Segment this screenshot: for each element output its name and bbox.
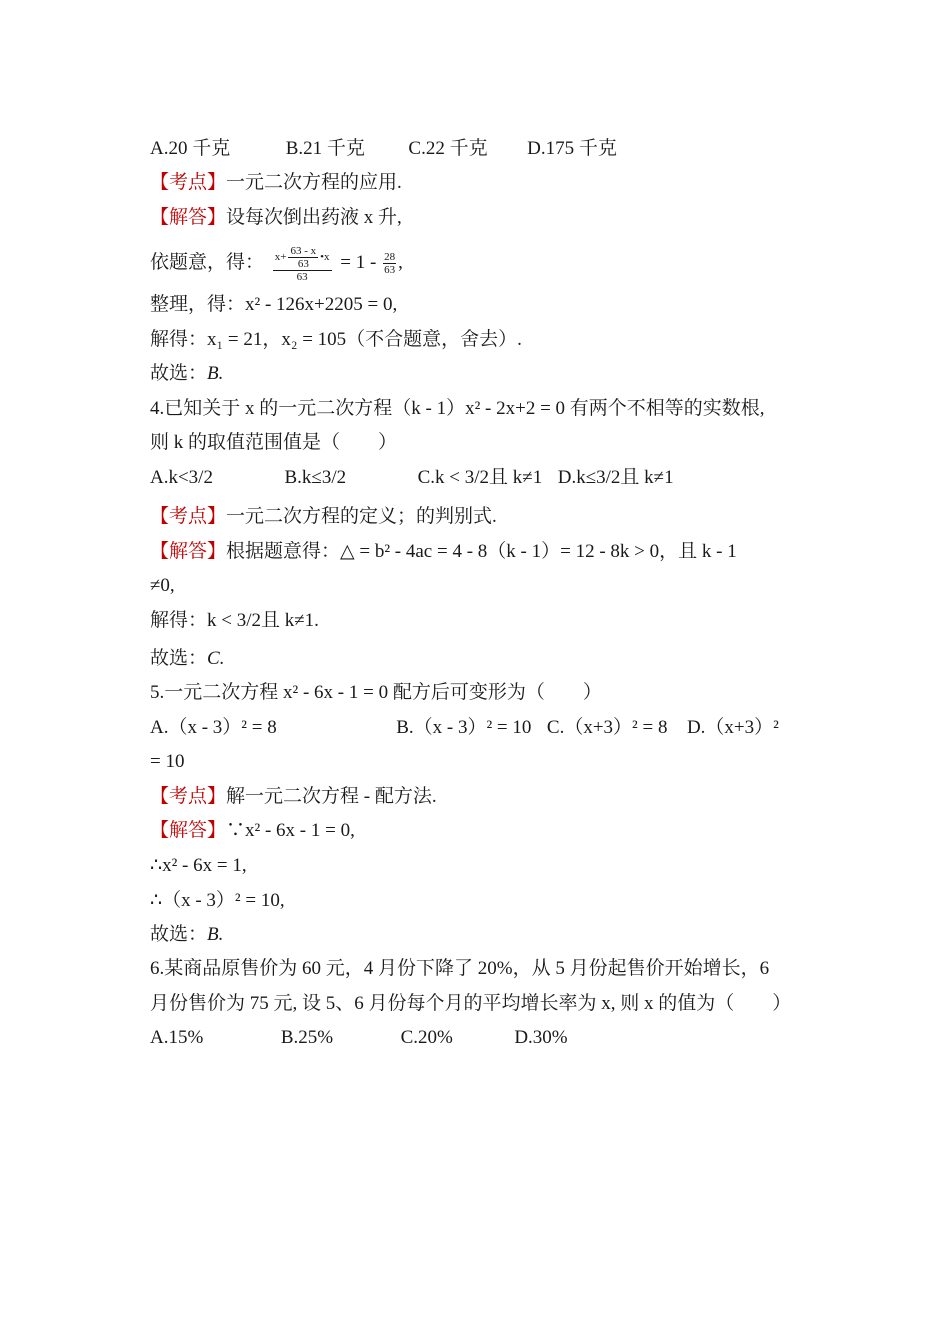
jieda-tag: 【解答】 (150, 541, 227, 562)
q4-options (150, 465, 674, 491)
q5-option-d: D.（x+3）² (686, 717, 779, 738)
q5-kaodian (150, 784, 437, 810)
answer-value: B. (207, 924, 224, 945)
jieda-text: 设每次倒出药液 x 升, (226, 207, 402, 228)
q4-jieda-line-2: ≠0, (150, 575, 175, 596)
kaodian-text: 解一元二次方程 - 配方法. (226, 786, 437, 807)
eq1-prefix: 依题意，得： (150, 252, 265, 273)
eq1-rhs-fraction (383, 251, 396, 276)
kaodian-tag: 【考点】 (150, 786, 227, 807)
q3-equation-1: 依题意，得： x+ $\frac{63 - x}{63}$ •x 63 = 1 - $\frac{28}{63}$ , (150, 244, 403, 283)
q3-options (150, 136, 617, 162)
q6-stem-line-2: 月份售价为 75 元, 设 5、6 月份每个月的平均增长率为 x, 则 x 的值为（ ） (150, 993, 792, 1014)
q4-option-d: D.k≤3/2且 k≠1 (557, 467, 674, 488)
q3-equation-3: 解得：x₁ = 21，x₂ = 105（不合题意，舍去）. (150, 329, 522, 350)
q5-options (150, 715, 779, 741)
q4-stem-line-2: 则 k 的取值范围值是（ ） (150, 432, 398, 453)
q6-options (150, 1025, 568, 1051)
kaodian-tag: 【考点】 (150, 506, 227, 527)
answer-label: 故选： (150, 648, 208, 669)
answer-value: B. (207, 363, 224, 384)
q4-option-b: B.k≤3/2 (284, 467, 347, 488)
answer-label: 故选： (150, 924, 208, 945)
kaodian-text: 一元二次方程的定义；的判别式. (226, 506, 497, 527)
q6-option-a: A.15% (150, 1027, 204, 1048)
q4-jieda-line-1 (150, 539, 737, 565)
q3-equation-2: 整理，得：x² - 126x+2205 = 0, (150, 294, 398, 315)
q5-option-d-cont: = 10 (150, 751, 185, 772)
q5-answer (150, 922, 223, 948)
q3-option-c: C.22 千克 (408, 138, 488, 159)
jieda-tag: 【解答】 (150, 207, 227, 228)
q5-option-a: A.（x - 3）² = 8 (150, 717, 277, 738)
jieda-tag: 【解答】 (150, 820, 227, 841)
q4-stem-line-1: 4.已知关于 x 的一元二次方程（k - 1）x² - 2x+2 = 0 有两个不相等的实数根, (150, 398, 765, 419)
q6-stem-line-1: 6.某商品原售价为 60 元，4 月份下降了 20%，从 5 月份起售价开始增长，6 (150, 958, 770, 979)
q5-step-2: ∴x² - 6x = 1, (150, 855, 247, 876)
q3-option-d: D.175 千克 (527, 138, 617, 159)
q5-jieda (150, 818, 355, 844)
q3-jieda (150, 205, 402, 231)
q4-kaodian (150, 504, 497, 530)
q3-option-a: A.20 千克 (150, 138, 231, 159)
q4-solve: 解得：k < 3/2且 k≠1. (150, 610, 319, 631)
q3-option-b: B.21 千克 (285, 138, 365, 159)
eq1-rhs-num: 28 (384, 251, 396, 264)
q6-option-c: C.20% (400, 1027, 453, 1048)
eq1-rhs-den: 63 (384, 264, 396, 277)
eq1-fraction: x+ $\frac{63 - x}{63}$ •x 63 (274, 244, 330, 283)
eq1-den: 63 (296, 270, 308, 283)
jieda-step-1: ∵x² - 6x - 1 = 0, (226, 820, 355, 841)
answer-label: 故选： (150, 363, 208, 384)
q3-answer (150, 361, 223, 387)
q5-step-3: ∴（x - 3）² = 10, (150, 890, 285, 911)
answer-value: C. (207, 648, 225, 669)
q4-option-a: A.k<3/2 (150, 467, 213, 488)
q5-option-b: B.（x - 3）² = 10 (396, 717, 532, 738)
q4-option-c: C.k < 3/2且 k≠1 (417, 467, 543, 488)
kaodian-tag: 【考点】 (150, 172, 227, 193)
eq1-inner-den: 63 (297, 257, 309, 270)
eq1-rhs: = 1 - (340, 252, 377, 273)
q5-stem: 5.一元二次方程 x² - 6x - 1 = 0 配方后可变形为（ ） (150, 682, 602, 703)
kaodian-text: 一元二次方程的应用. (226, 172, 402, 193)
eq1-inner-num: 63 - x (290, 244, 317, 257)
q6-option-b: B.25% (280, 1027, 334, 1048)
q3-kaodian (150, 170, 402, 196)
jieda-text: 根据题意得：△ = b² - 4ac = 4 - 8（k - 1）= 12 - 8k > 0，且 k - 1 (226, 541, 737, 562)
q5-option-c: C.（x+3）² = 8 (546, 717, 668, 738)
q6-option-d: D.30% (514, 1027, 568, 1048)
q4-answer (150, 646, 224, 672)
